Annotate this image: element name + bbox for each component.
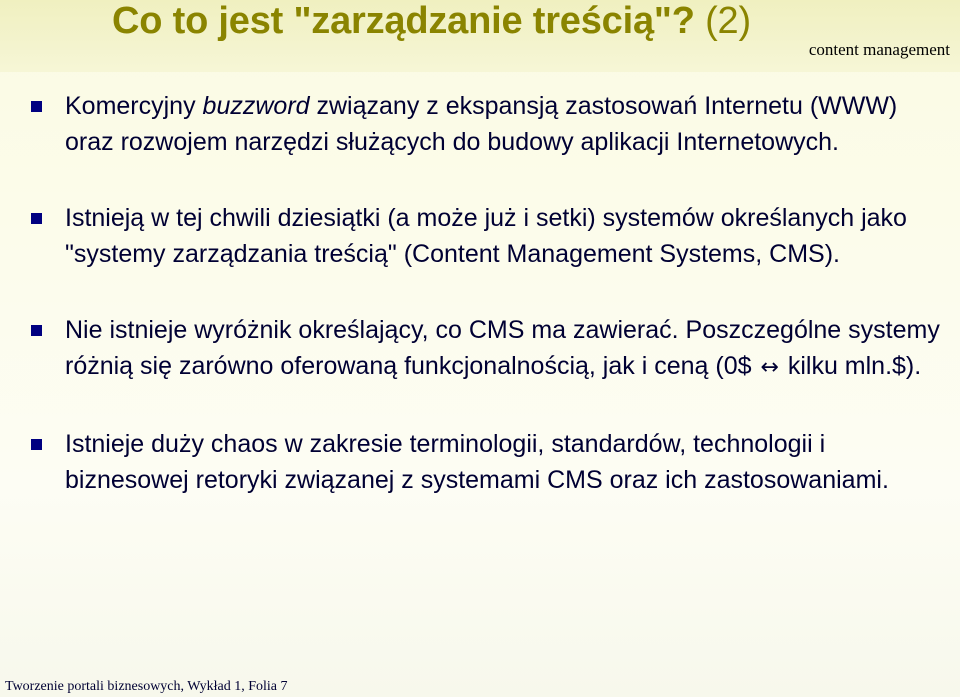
bullet-text-part: Nie istnieje wyróżnik określający, co CMS ma zawierać. Poszczególne systemy różnią się zarówno oferowaną funkcjonalnością, jak i ceną (0$ [65,316,940,380]
slide-footer: Tworzenie portali biznesowych, Wykład 1, Folia 7 [5,679,288,694]
double-arrow-icon: ↔ [760,355,779,380]
title-main: Co to jest "zarządzanie treścią"? [112,0,695,42]
square-bullet-icon [31,439,42,450]
bullet-text-emphasis: buzzword [202,92,310,120]
slide-subtitle: content management [808,40,950,59]
bullet-text-part: Komercyjny [65,92,203,120]
bullet-text [65,88,945,160]
bullet-text-part: związany z ekspansją zastosowań Internetu (WWW) oraz rozwojem narzędzi służących do budowy aplikacji Internetowych. [65,92,898,156]
title-suffix: (2) [694,0,751,42]
slide-title [112,0,751,46]
square-bullet-icon [31,213,42,224]
square-bullet-icon [31,325,42,336]
bullet-text: Istnieją w tej chwili dziesiątki (a może już i setki) systemów określanych jako "systemy zarządzania treścią" (Content Management Systems, CMS). [65,204,907,268]
bullet-text: Istnieje duży chaos w zakresie terminologii, standardów, technologii i biznesowej retoryki związanej z systemami CMS oraz ich zastosowaniami. [65,430,889,494]
bullet-text-part: kilku mln.$). [780,352,922,380]
square-bullet-icon [31,101,42,112]
bullet-text [65,312,945,386]
